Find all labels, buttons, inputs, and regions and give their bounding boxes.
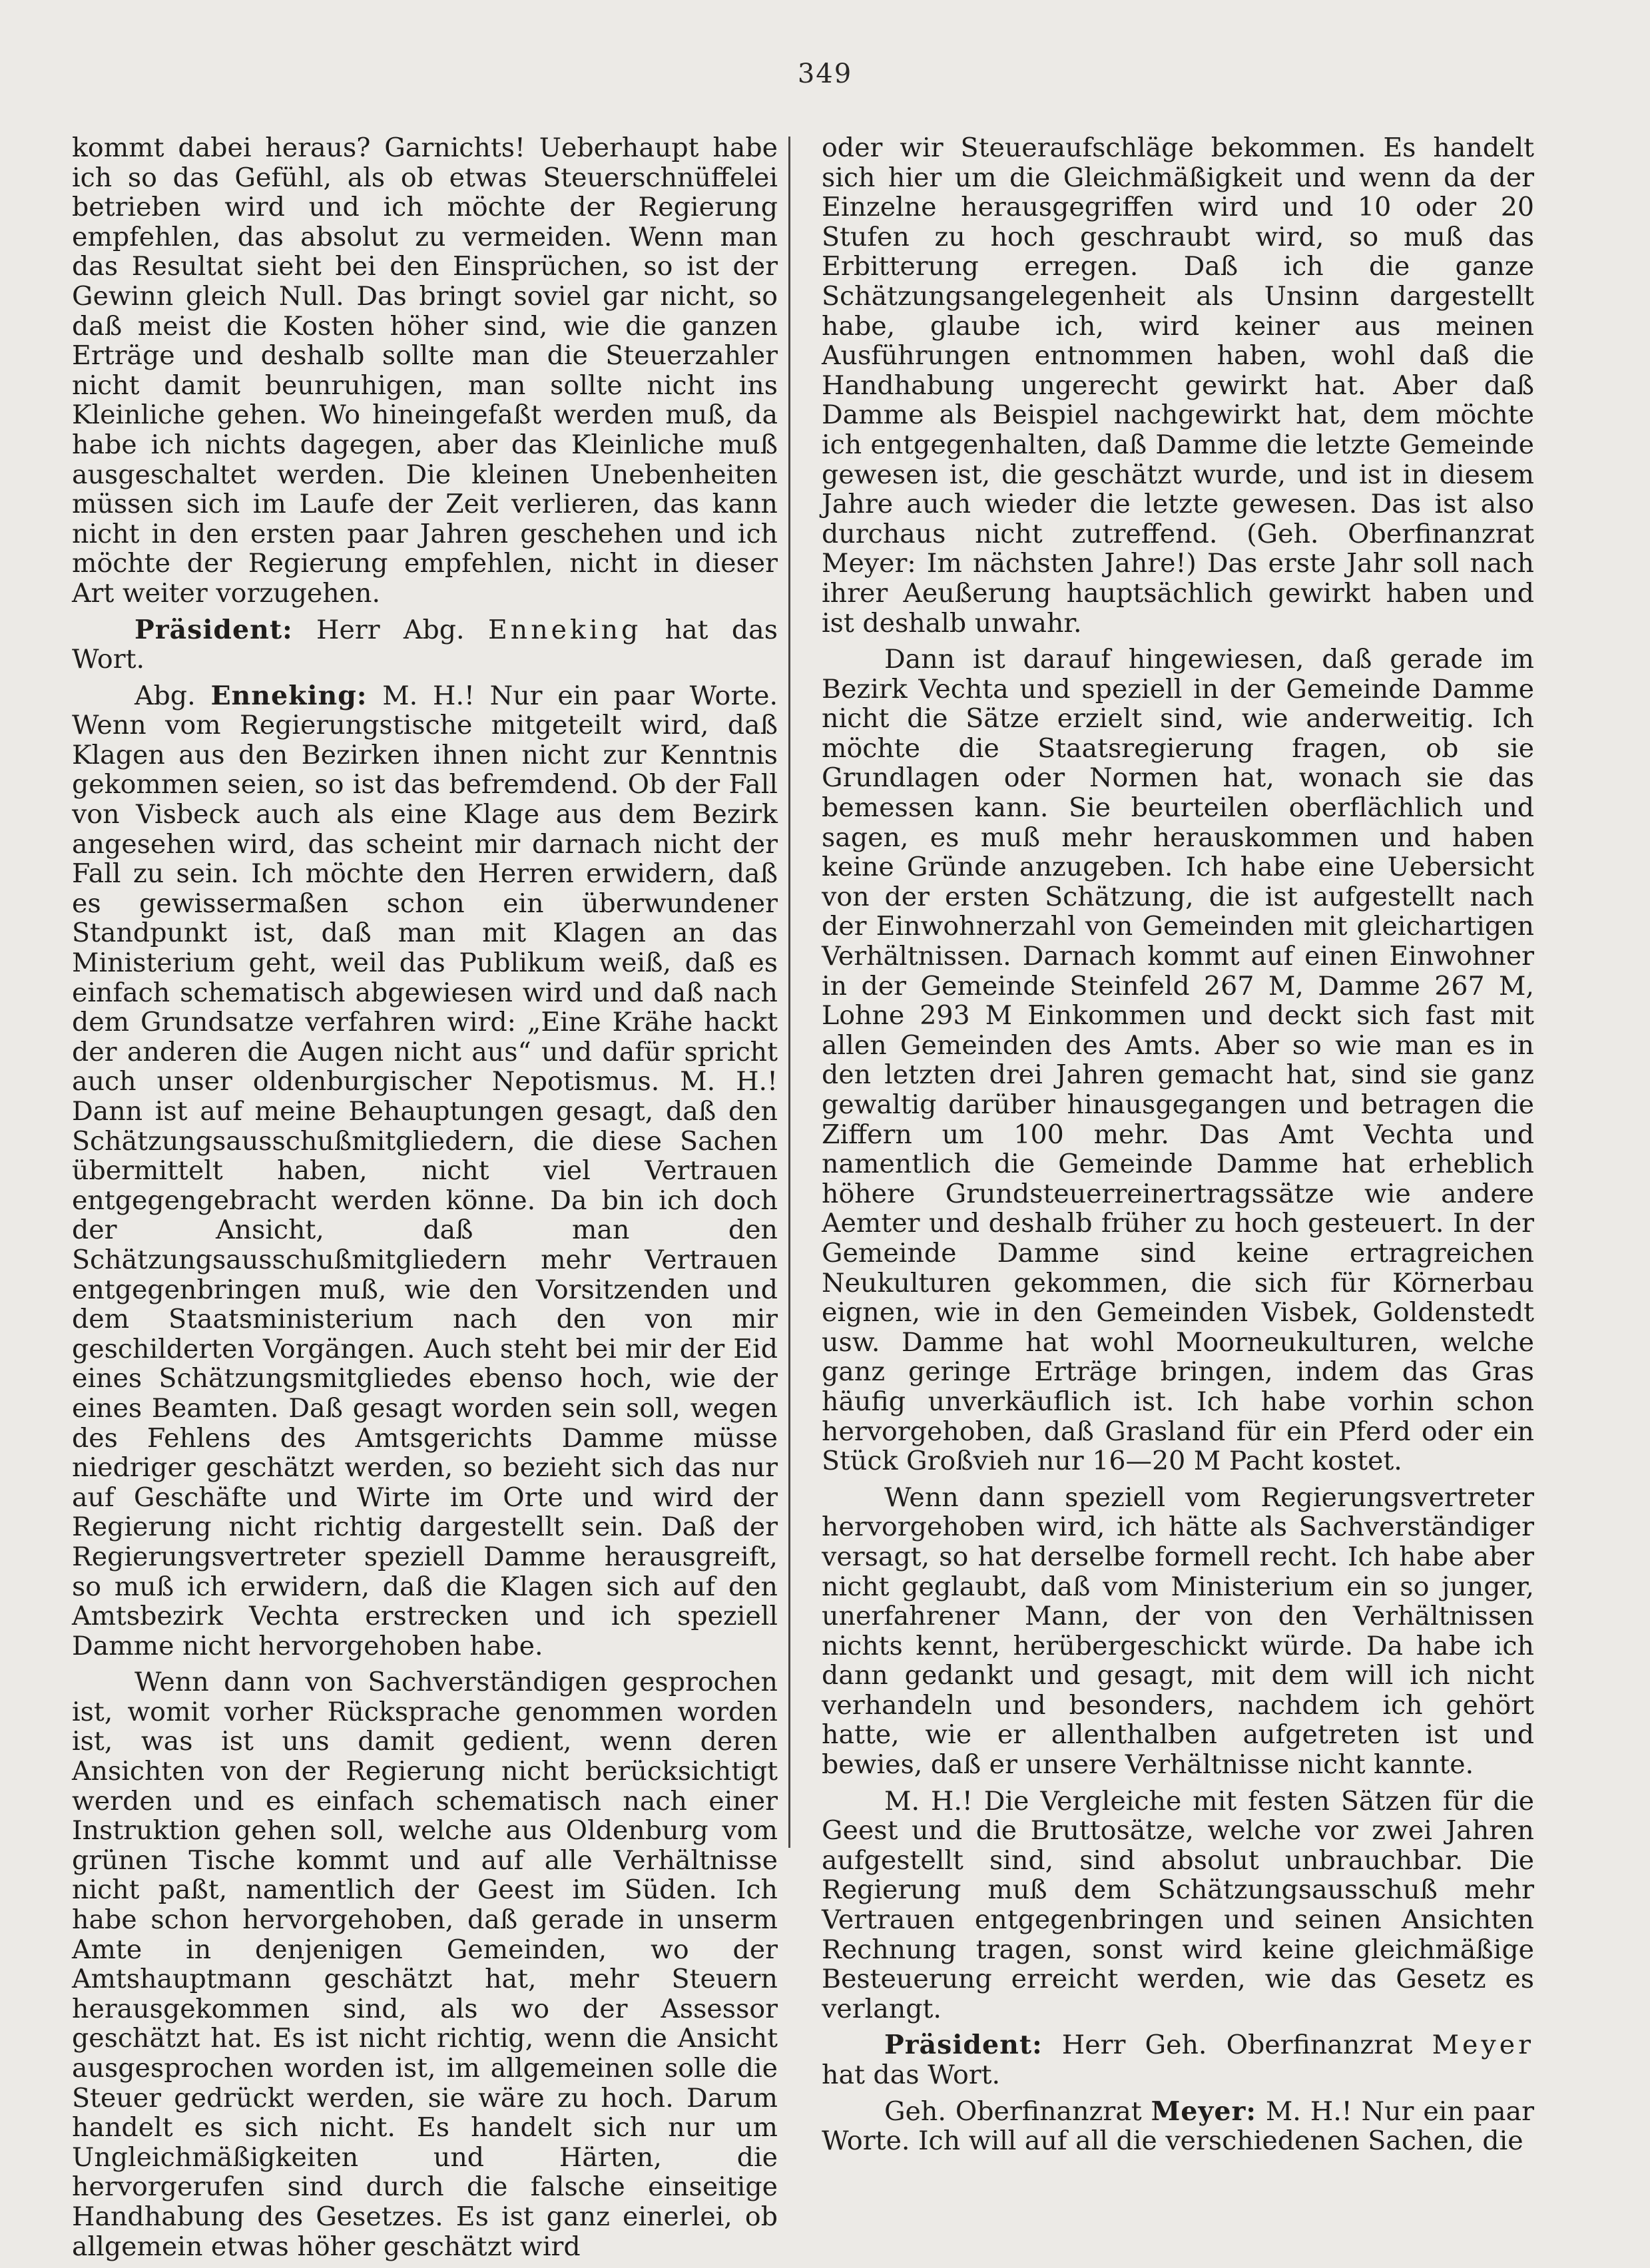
speaker-name: Meyer (1432, 2030, 1534, 2061)
paragraph-continuation: kommt dabei heraus? Garnichts! Ueberhaupt habe ich so das Gefühl, als ob etwas Steuerschnüffelei betrieben wird und ich möchte der Regierung empfehlen, das absolut zu vermeiden. Wenn man das Resultat sieht bei den Einsprüchen, so ist der Gewinn gleich Null. Das bringt soviel gar nicht, so daß meist die Kosten höher sind, wie die ganzen Erträge und deshalb sollte man die Steuerzahler nicht damit beunruhigen, man sollte nicht ins Kleinliche gehen. Wo hineingefaßt werden muß, da habe ich nichts dagegen, aber das Kleinliche muß ausgeschaltet werden. Die kleinen Unebenheiten müssen sich im Laufe der Zeit verlieren, das kann nicht in den ersten paar Jahren geschehen und ich möchte der Regierung empfehlen, nicht in dieser Art weiter vorzugehen. (72, 133, 778, 609)
paragraph-text: M. H.! Nur ein paar Worte. Ich will auf all die verschiedenen Sachen, die (822, 2096, 1534, 2157)
speaker-label: Präsident: (135, 614, 293, 645)
paragraph-text: hat das Wort. (72, 614, 778, 675)
left-column (72, 133, 778, 2268)
speaker-prefix: Abg. (135, 680, 211, 711)
paragraph-meyer-speech (822, 2097, 1534, 2156)
speaker-label: Enneking: (210, 680, 368, 711)
right-column (822, 133, 1534, 2163)
paragraph-president-enneking (72, 615, 778, 675)
paragraph-vergleiche: M. H.! Die Vergleiche mit festen Sätzen für die Geest und die Bruttosätze, welche vor zwei Jahren aufgestellt sind, sind absolut unbrauchbar. Die Regierung muß dem Schätzungsausschuß mehr Vertrauen entgegenbringen und seinen Ansichten Rechnung tragen, sonst wird keine gleichmäßige Besteuerung erreicht werden, wie das Gesetz es verlangt. (822, 1785, 1534, 2024)
column-divider (788, 137, 790, 1848)
paragraph-continuation: oder wir Steueraufschläge bekommen. Es handelt sich hier um die Gleichmäßigkeit und wenn da der Einzelne herausgegriffen wird und 10 oder 20 Stufen zu hoch geschraubt wird, so muß das Erbitterung erregen. Daß ich die ganze Schätzungsangelegenheit als Unsinn dargestellt habe, glaube ich, wird keiner aus meinen Ausführungen entnommen haben, wohl daß die Handhabung ungerecht gewirkt hat. Aber daß Damme als Beispiel nachgewirkt hat, dem möchte ich entgegenhalten, daß Damme die letzte Gemeinde gewesen ist, die geschätzt wurde, und ist in diesem Jahre auch wieder die letzte gewesen. Das ist also durchaus nicht zutreffend. (Geh. Oberfinanzrat Meyer: Im nächsten Jahre!) Das erste Jahr soll nach ihrer Aeußerung hauptsächlich gewirkt haben und ist deshalb unwahr. (822, 133, 1534, 639)
speaker-label: Meyer: (1151, 2096, 1256, 2127)
paragraph-sachverstaendige: Wenn dann von Sachverständigen gesprochen ist, womit vorher Rücksprache genommen worden ist, was ist uns damit gedient, wenn deren Ansichten von der Regierung nicht berücksichtigt werden und es einfach schematisch nach einer Instruktion gehen soll, welche aus Oldenburg vom grünen Tische kommt und auf alle Verhältnisse nicht paßt, namentlich der Geest im Süden. Ich habe schon hervorgehoben, daß gerade in unserm Amte in denjenigen Gemeinden, wo der Amtshauptmann geschätzt hat, mehr Steuern herausgekommen sind, als wo der Assessor geschätzt hat. Es ist nicht richtig, wenn die Ansicht ausgesprochen worden ist, im allgemeinen solle die Steuer gedrückt werden, sie wäre zu hoch. Darum handelt es sich nicht. Es handelt sich nur um Ungleichmäßigkeiten und Härten, die hervorgerufen sind durch die falsche einseitige Handhabung des Gesetzes. Es ist ganz einerlei, ob allgemein etwas höher geschätzt wird (72, 1667, 778, 2262)
paragraph-enneking-speech (72, 681, 778, 1661)
paragraph-text: M. H.! Nur ein paar Worte. Wenn vom Regierungstische mitgeteilt wird, daß Klagen aus den Bezirken ihnen nicht zur Kenntnis gekommen seien, so ist das befremdend. Ob der Fall von Visbeck auch als eine Klage aus dem Bezirk angesehen wird, das scheint mir darnach nicht der Fall zu sein. Ich möchte den Herren erwidern, daß es gewissermaßen schon ein überwundener Standpunkt ist, daß man mit Klagen an das Ministerium geht, weil das Publikum weiß, daß es einfach schematisch abgewiesen wird und daß nach dem Grundsatze verfahren wird: „Eine Krähe hackt der anderen die Augen nicht aus“ und dafür spricht auch unser oldenburgischer Nepotismus. M. H.! Dann ist auf meine Behauptungen gesagt, daß den Schätzungsausschußmitgliedern, die diese Sachen übermittelt haben, nicht viel Vertrauen entgegengebracht werden könne. Da bin ich doch der Ansicht, daß man den Schätzungsausschußmitgliedern mehr Vertrauen entgegenbringen muß, wie den Vorsitzenden und dem Staatsministerium nach den von mir geschilderten Vorgängen. Auch steht bei mir der Eid eines Schätzungsmitgliedes ebenso hoch, wie der eines Beamten. Daß gesagt worden sein soll, wegen des Fehlens des Amtsgerichts Damme müsse niedriger geschätzt werden, so bezieht sich das nur auf Geschäfte und Wirte im Orte und wird der Regierung nicht richtig dargestellt sein. Daß der Regierungsvertreter speziell Damme herausgreift, so muß ich erwidern, daß die Klagen sich auf den Amtsbezirk Vechta erstrecken und ich speziell Damme nicht hervorgehoben habe. (72, 680, 778, 1661)
paragraph-bezirk-vechta: Dann ist darauf hingewiesen, daß gerade im Bezirk Vechta und speziell in der Gemeinde Damme nicht die Sätze erzielt sind, wie anderweitig. Ich möchte die Staatsregierung fragen, ob sie Grundlagen oder Normen hat, wonach sie das bemessen kann. Sie beurteilen oberflächlich und sagen, es muß mehr herauskommen und haben keine Gründe anzugeben. Ich habe eine Uebersicht von der ersten Schätzung, die ist aufgestellt nach der Einwohnerzahl von Gemeinden mit gleichartigen Verhältnissen. Darnach kommt auf einen Einwohner in der Gemeinde Steinfeld 267 M, Damme 267 M, Lohne 293 M Einkommen und deckt sich fast mit allen Gemeinden des Amts. Aber so wie man es in den letzten drei Jahren gemacht hat, sind sie ganz gewaltig darüber hinausgegangen und betragen die Ziffern um 100 mehr. Das Amt Vechta und namentlich die Gemeinde Damme hat erheblich höhere Grundsteuerreinertragssätze wie andere Aemter und deshalb früher zu hoch gesteuert. In der Gemeinde Damme sind keine ertragreichen Neukulturen gekommen, die sich für Körnerbau eignen, wie in den Gemeinden Visbek, Goldenstedt usw. Damme hat wohl Moorneukulturen, welche ganz geringe Erträge bringen, indem das Gras häufig unverkäuflich ist. Ich habe vorhin schon hervorgehoben, daß Grasland für ein Pferd oder ein Stück Großvieh nur 16—20 M Pacht kostet. (822, 644, 1534, 1477)
paragraph-text: Herr Abg. (292, 614, 488, 645)
paragraph-text: Herr Geh. Oberfinanzrat (1042, 2030, 1432, 2061)
paragraph-text: hat das Wort. (822, 2060, 1001, 2090)
paragraph-president-meyer (822, 2030, 1534, 2090)
speaker-prefix: Geh. Oberfinanzrat (884, 2096, 1151, 2127)
speaker-name: Enneking (487, 614, 642, 645)
page-number: 349 (797, 59, 853, 89)
paragraph-regierungsvertreter: Wenn dann speziell vom Regierungsvertreter hervorgehoben wird, ich hätte als Sachverständiger versagt, so hat derselbe formell recht. Ich habe aber nicht geglaubt, daß vom Ministerium ein so junger, unerfahrener Mann, der von den Verhältnissen nichts kennt, herübergeschickt würde. Da habe ich dann gedankt und gesagt, mit dem will ich nicht verhandeln und besonders, nachdem ich gehört hatte, wie er allenthalben aufgetreten ist und bewies, daß er unsere Verhältnisse nicht kannte. (822, 1482, 1534, 1781)
speaker-label: Präsident: (884, 2030, 1043, 2061)
